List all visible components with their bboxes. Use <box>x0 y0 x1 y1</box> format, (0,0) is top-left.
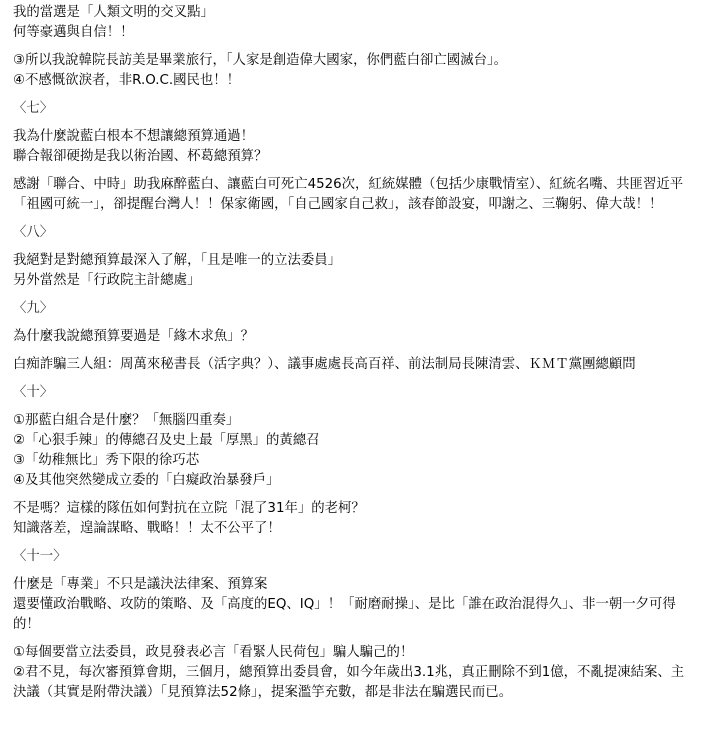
post-text-line: 何等豪邁與自信！！ <box>13 25 134 40</box>
paragraph-gap <box>13 167 695 175</box>
paragraph-gap <box>13 243 695 251</box>
post-text-line: ②「心狠手辣」的傳總召及史上最「厚黑」的黃總召 <box>13 433 320 448</box>
section-heading: 〈七〉 <box>13 101 54 116</box>
post-text-line: ③「幼稚無比」秀下限的徐巧芯 <box>13 453 200 468</box>
paragraph-gap <box>13 291 695 299</box>
post-text-line: 知識落差，遑論謀略、戰略！！太不公平了！ <box>13 521 281 536</box>
post-text-line: 還要懂政治戰略、攻防的策略、及「高度的EQ、IQ」！「耐磨耐操」、是比「誰在政治混得久」、非一朝一夕可得的！ <box>13 597 676 632</box>
post-text-line: 不是嗎？這樣的隊伍如何對抗在立院「混了31年」的老柯？ <box>13 501 365 516</box>
post-text-line: ①每個要當立法委員，政見發表必言「看緊人民荷包」騙人騙己的！ <box>13 645 414 660</box>
post-text-line: ④不感慨欲淚者，非R.O.C.國民也！！ <box>13 73 241 88</box>
paragraph-gap <box>13 403 695 411</box>
post-text-line: ②君不見，每次審預算會期，三個月，總預算出委員會，如今年歲出3.1兆，真正刪除不到1億，不亂提凍結案、主決議（其實是附帶決議）「見預算法52條」，提案濫竽充數，都是非法在騙選民而已。 <box>13 665 685 700</box>
paragraph-gap <box>13 635 695 643</box>
post-text-line: 什麼是「專業」不只是議決法律案、預算案 <box>13 577 268 592</box>
section-heading: 〈十一〉 <box>13 549 67 564</box>
post-text-line: 白痴詐騙三人組：周萬來秘書長（活字典？）、議事處處長高百祥、前法制局長陳清雲、ＫＭＴ黨團總顧問 <box>13 357 636 372</box>
section-heading: 〈九〉 <box>13 301 54 316</box>
paragraph-gap <box>13 539 695 547</box>
post-text-line: 我的當選是「人類文明的交叉點」 <box>13 5 214 20</box>
post-text-line: 感謝「聯合、中時」助我麻醉藍白、讓藍白可死亡4526次，紅統媒體（包括少康戰情室）、紅統名嘴、共匪習近平「祖國可統一」，卻提醒台灣人！！保家衛國，「自己國家自己救」，該春節設宴，叩謝之、三鞠躬、偉大哉！！ <box>13 177 684 212</box>
post-text-line: 聯合報卻硬拗是我以術治國、杯葛總預算？ <box>13 149 268 164</box>
post-text-line: 我為什麼說藍白根本不想讓總預算通過！ <box>13 129 255 144</box>
paragraph-gap <box>13 375 695 383</box>
post-text-line: ④及其他突然變成立委的「白癡政治暴發戶」 <box>13 473 280 488</box>
post-text-line: 我絕對是對總預算最深入了解，「且是唯一的立法委員」 <box>13 253 342 268</box>
paragraph-gap <box>13 347 695 355</box>
section-heading: 〈八〉 <box>13 225 54 240</box>
post-text-line: ①那藍白組合是什麼？「無腦四重奏」 <box>13 413 240 428</box>
post-text-line: 另外當然是「行政院主計總處」 <box>13 273 201 288</box>
paragraph-gap <box>13 319 695 327</box>
paragraph-gap <box>13 491 695 499</box>
section-heading: 〈十〉 <box>13 385 54 400</box>
paragraph-gap <box>13 567 695 575</box>
paragraph-gap <box>13 91 695 99</box>
paragraph-gap <box>13 43 695 51</box>
post-text-line: 為什麼我說總預算要過是「緣木求魚」？ <box>13 329 255 344</box>
paragraph-gap <box>13 215 695 223</box>
post-text-line: ③所以我說韓院長訪美是畢業旅行，「人家是創造偉大國家，你們藍白卻亡國滅台」。 <box>13 53 508 68</box>
paragraph-gap <box>13 119 695 127</box>
